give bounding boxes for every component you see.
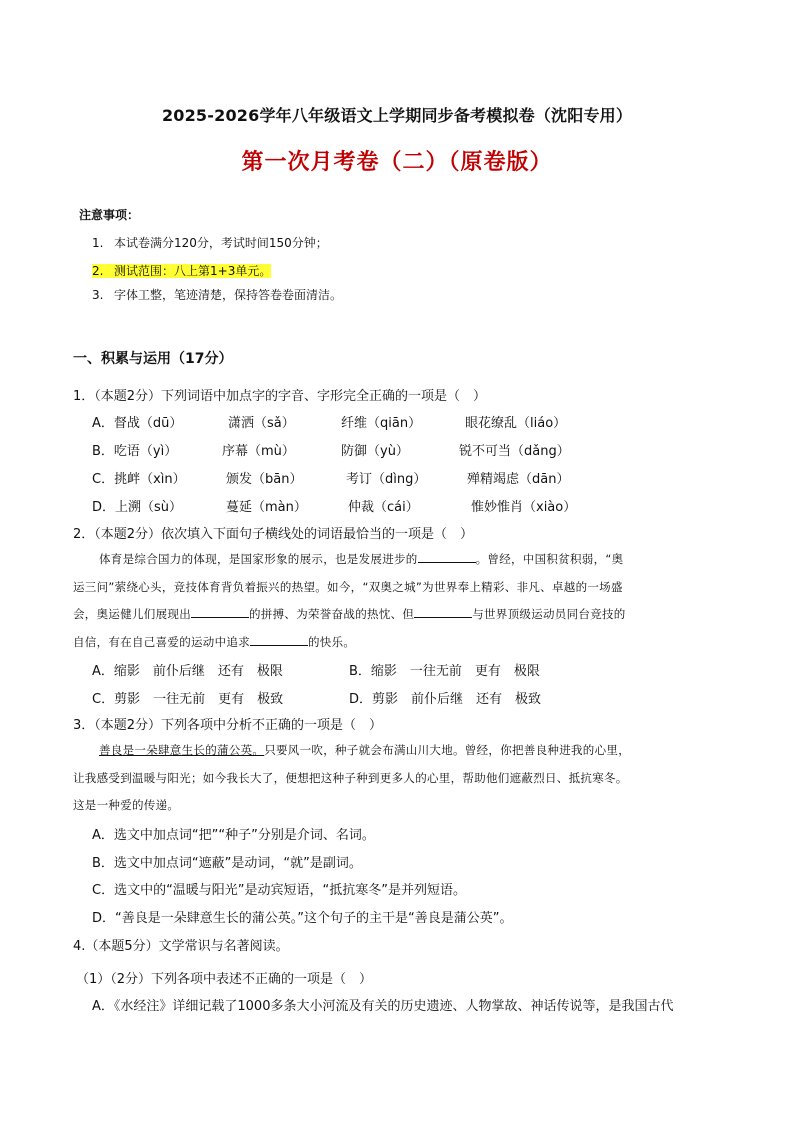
fill-blank	[418, 552, 476, 563]
q2-option-c: C．剪影 一往无前 更有 极致	[92, 692, 284, 707]
q2-passage-line	[73, 606, 626, 622]
notice-item-text: 字体工整，笔迹清楚，保持答卷卷面清洁。	[114, 288, 343, 302]
q3-option-d: D．“善良是一朵肆意生长的蒲公英。”这个句子的主干是“善良是蒲公英”。	[92, 911, 513, 926]
notice-item-text-highlighted: 测试范围：八上第1+3单元。	[114, 264, 272, 278]
notice-item-number: 3.	[92, 288, 104, 302]
q1-option: 纤维（qiān）	[341, 416, 422, 431]
question-2-stem: 2．（本题2分）依次填入下面句子横线处的词语最恰当的一项是（ ）	[73, 527, 474, 542]
q1-option: 仲裁（cái）	[348, 500, 419, 515]
passage-text: 体育是综合国力的体现，是国家形象的展示，也是发展进步的	[99, 552, 418, 566]
section-heading: 一、积累与运用（17分）	[73, 351, 233, 367]
q1-option: D．上溯（sù）	[92, 500, 183, 515]
q2-option-b: B．缩影 一往无前 更有 极限	[349, 664, 540, 679]
passage-text: 。曾经，中国积贫积弱，“奥	[475, 552, 624, 566]
fill-blank	[191, 607, 249, 618]
notice-item-2	[92, 262, 271, 279]
q1-option: B．吃语（yì）	[92, 444, 178, 459]
q2-option-d: D．剪影 前仆后继 还有 极致	[349, 692, 542, 707]
passage-text: 的拼搏、为荣誉奋战的热忱、但	[249, 607, 415, 621]
page-subtitle: 第一次月考卷（二）（原卷版）	[241, 150, 553, 175]
q2-passage-line	[73, 551, 623, 567]
underlined-sentence: 善良是一朵肆意生长的蒲公英。	[99, 743, 265, 757]
passage-text: 与世界顶级运动员同台竞技的	[472, 607, 626, 621]
q4-option-a: A．《水经注》详细记载了1000多条大小河流及有关的历史遗迹、人物掌故、神话传说等，是我国古代	[92, 999, 674, 1014]
fill-blank	[414, 607, 472, 618]
notice-item-1	[92, 234, 328, 251]
passage-text: 的快乐。	[308, 635, 356, 649]
q1-option: C．挑衅（xìn）	[92, 472, 186, 487]
q1-option: 防御（yù）	[341, 444, 409, 459]
q3-passage-line: 让我感受到温暖与阳光；如今我长大了，便想把这种子种到更多人的心里，帮助他们遮蔽烈日、抵抗寒冬。	[73, 771, 628, 785]
passage-text: 只要风一吹，种子就会布满山川大地。曾经，你把善良种进我的心里，	[264, 743, 630, 757]
notice-heading: 注意事项：	[79, 208, 140, 222]
q1-option: 惟妙惟肖（xiào）	[471, 500, 577, 515]
q1-option: 蔓延（màn）	[226, 500, 307, 515]
q1-option: 潇洒（sǎ）	[228, 416, 295, 431]
q3-passage-line	[73, 742, 630, 758]
notice-item-text: 本试卷满分120分，考试时间150分钟；	[114, 236, 328, 250]
q1-option: 锐不可当（dǎng）	[459, 444, 570, 459]
q1-option: 序幕（mù）	[222, 444, 295, 459]
question-1-stem: 1．（本题2分）下列词语中加点字的字音、字形完全正确的一项是（ ）	[73, 389, 487, 404]
q3-option-c: C．选文中的“温暖与阳光”是动宾短语，“抵抗寒冬”是并列短语。	[92, 883, 467, 898]
passage-text: 自信，有在自己喜爱的运动中追求	[73, 635, 250, 649]
question-4-stem: 4.（本题5分）文学常识与名著阅读。	[73, 939, 289, 954]
q2-passage-line	[73, 634, 355, 650]
question-3-stem: 3．（本题2分）下列各项中分析不正确的一项是（ ）	[73, 718, 383, 733]
q2-passage-line: 运三问”萦绕心头，竞技体育背负着振兴的热望。如今，“双奥之城”为世界奉上精彩、非凡、卓越的一场盛	[73, 580, 623, 594]
q2-option-a: A．缩影 前仆后继 还有 极限	[92, 664, 283, 679]
page-title: 2025-2026学年八年级语文上学期同步备考模拟卷（沈阳专用）	[161, 106, 633, 125]
q3-option-b: B．选文中加点词“遮蔽”是动词，“就”是副词。	[92, 856, 362, 871]
q1-option: 考订（dìng）	[346, 472, 427, 487]
fill-blank	[250, 635, 308, 646]
q3-passage-line: 这是一种爱的传递。	[73, 798, 180, 812]
q1-option: 殚精竭虑（dān）	[467, 472, 570, 487]
q1-option: 眼花缭乱（liáo）	[465, 416, 567, 431]
q4-subquestion-1: （1）（2分）下列各项中表述不正确的一项是（ ）	[76, 972, 373, 987]
q1-option: A．督战（dū）	[92, 416, 183, 431]
q1-option: 颁发（bān）	[226, 472, 303, 487]
notice-item-number: 1.	[92, 236, 104, 250]
notice-item-number: 2.	[92, 264, 114, 278]
notice-item-3	[92, 286, 342, 303]
passage-text: 会，奥运健儿们展现出	[73, 607, 191, 621]
q3-option-a: A．选文中加点词“把”“种子”分别是介词、名词。	[92, 828, 375, 843]
